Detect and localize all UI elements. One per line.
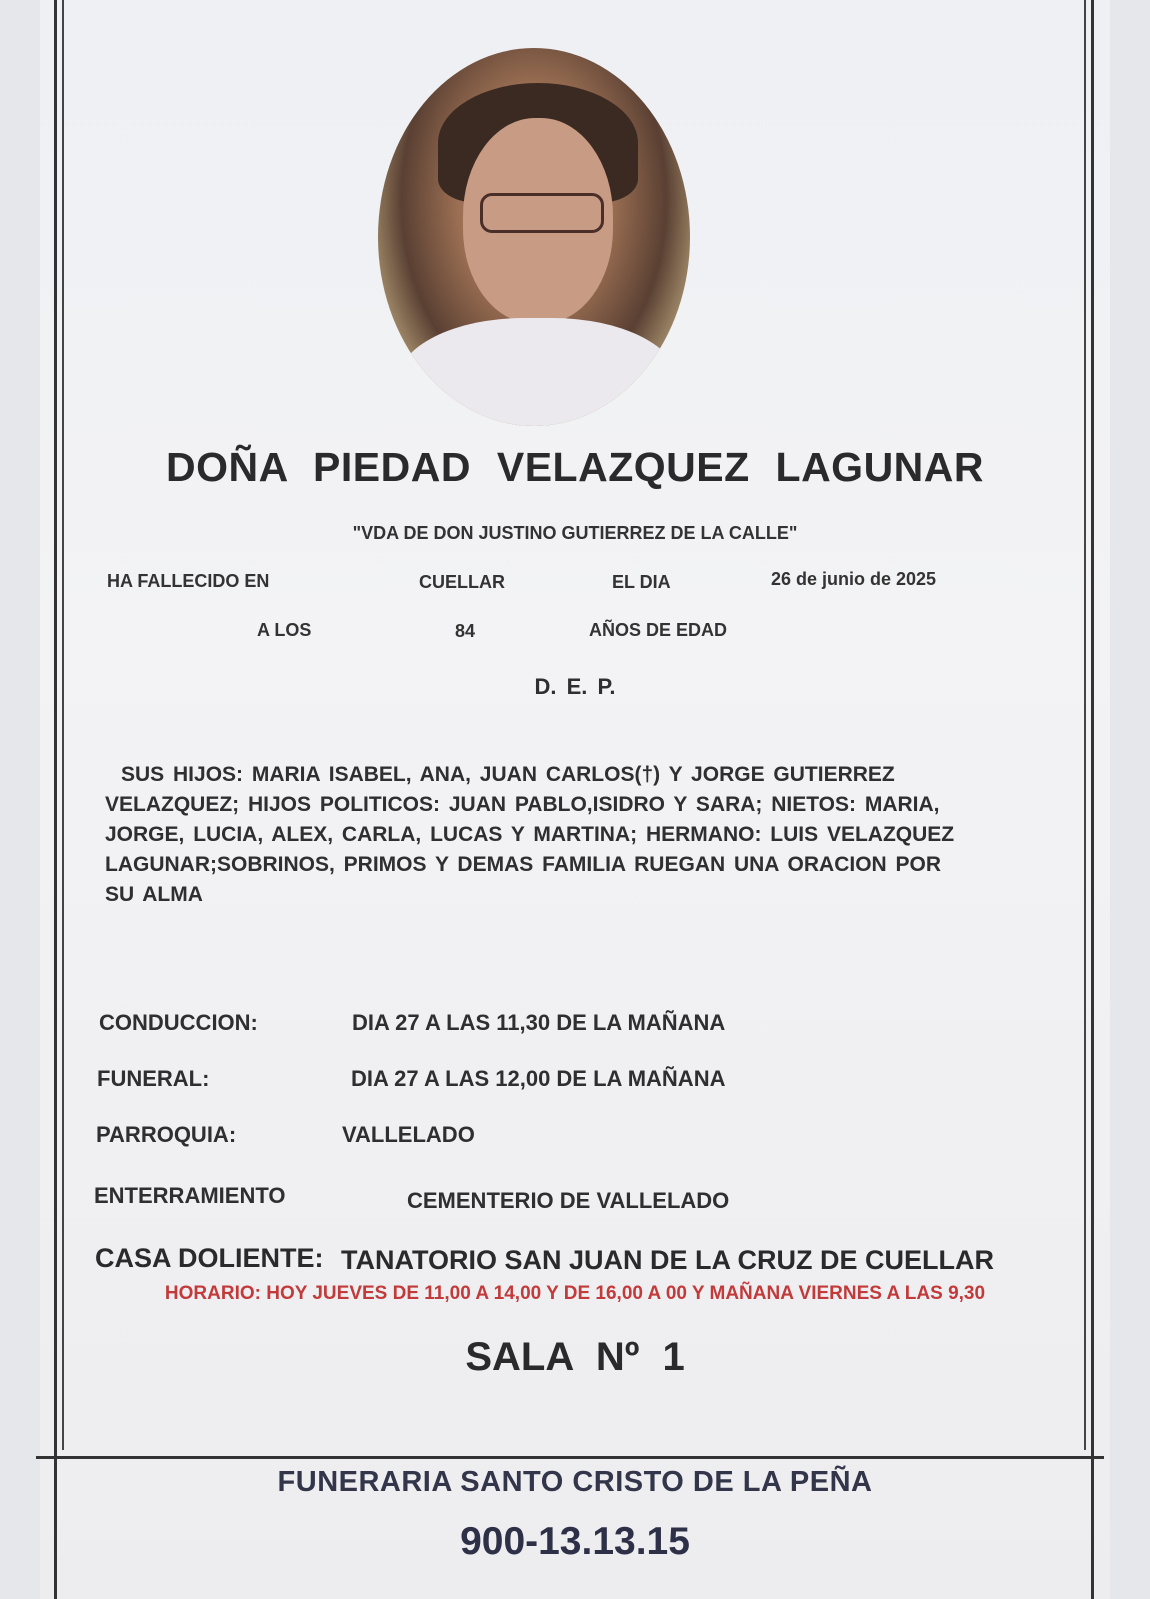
age-prefix-label: A LOS	[257, 620, 312, 640]
funeral-home-phone: 900-13.13.15	[460, 1520, 690, 1563]
died-in-label: HA FALLECIDO EN	[107, 571, 270, 591]
enterramiento-value: CEMENTERIO DE VALLELADO	[407, 1188, 730, 1213]
footer-divider	[36, 1456, 1104, 1459]
casa-doliente-value: TANATORIO SAN JUAN DE LA CRUZ DE CUELLAR	[341, 1245, 994, 1275]
enterramiento-label: ENTERRAMIENTO	[94, 1183, 286, 1208]
deceased-portrait	[378, 48, 690, 426]
family-line: SU ALMA	[105, 883, 203, 906]
age-suffix-label: AÑOS DE EDAD	[589, 620, 728, 640]
family-paragraph	[105, 760, 1023, 910]
casa-doliente-label: CASA DOLIENTE:	[95, 1243, 324, 1273]
deceased-name: DOÑA PIEDAD VELAZQUEZ LAGUNAR	[165, 444, 985, 490]
widow-of-line: "VDA DE DON JUSTINO GUTIERREZ DE LA CALLE"	[352, 523, 798, 543]
parroquia-value: VALLELADO	[342, 1122, 475, 1147]
parroquia-label: PARROQUIA:	[96, 1122, 237, 1147]
rip-text: D. E. P.	[534, 674, 616, 699]
family-line: JORGE, LUCIA, ALEX, CARLA, LUCAS Y MARTINA; HERMANO: LUIS VELAZQUEZ	[105, 823, 955, 846]
conduccion-value: DIA 27 A LAS 11,30 DE LA MAÑANA	[352, 1010, 726, 1035]
age-value: 84	[455, 621, 476, 641]
family-line: LAGUNAR;SOBRINOS, PRIMOS Y DEMAS FAMILIA RUEGAN UNA ORACION POR	[105, 853, 942, 876]
death-date: 26 de junio de 2025	[771, 569, 937, 589]
horario-notice: HORARIO: HOY JUEVES DE 11,00 A 14,00 Y DE 16,00 A 00 Y MAÑANA VIERNES A LAS 9,30	[164, 1283, 986, 1304]
death-place: CUELLAR	[419, 572, 505, 592]
family-line: VELAZQUEZ; HIJOS POLITICOS: JUAN PABLO,ISIDRO Y SARA; NIETOS: MARIA,	[105, 793, 940, 816]
sala-number: SALA Nº 1	[465, 1335, 685, 1379]
family-line: SUS HIJOS: MARIA ISABEL, ANA, JUAN CARLOS(†) Y JORGE GUTIERREZ	[121, 763, 895, 786]
conduccion-label: CONDUCCION:	[99, 1010, 258, 1035]
funeral-label: FUNERAL:	[97, 1066, 210, 1091]
funeral-value: DIA 27 A LAS 12,00 DE LA MAÑANA	[351, 1066, 726, 1091]
death-day-label: EL DIA	[612, 572, 671, 592]
funeral-home-name: FUNERARIA SANTO CRISTO DE LA PEÑA	[277, 1466, 873, 1498]
